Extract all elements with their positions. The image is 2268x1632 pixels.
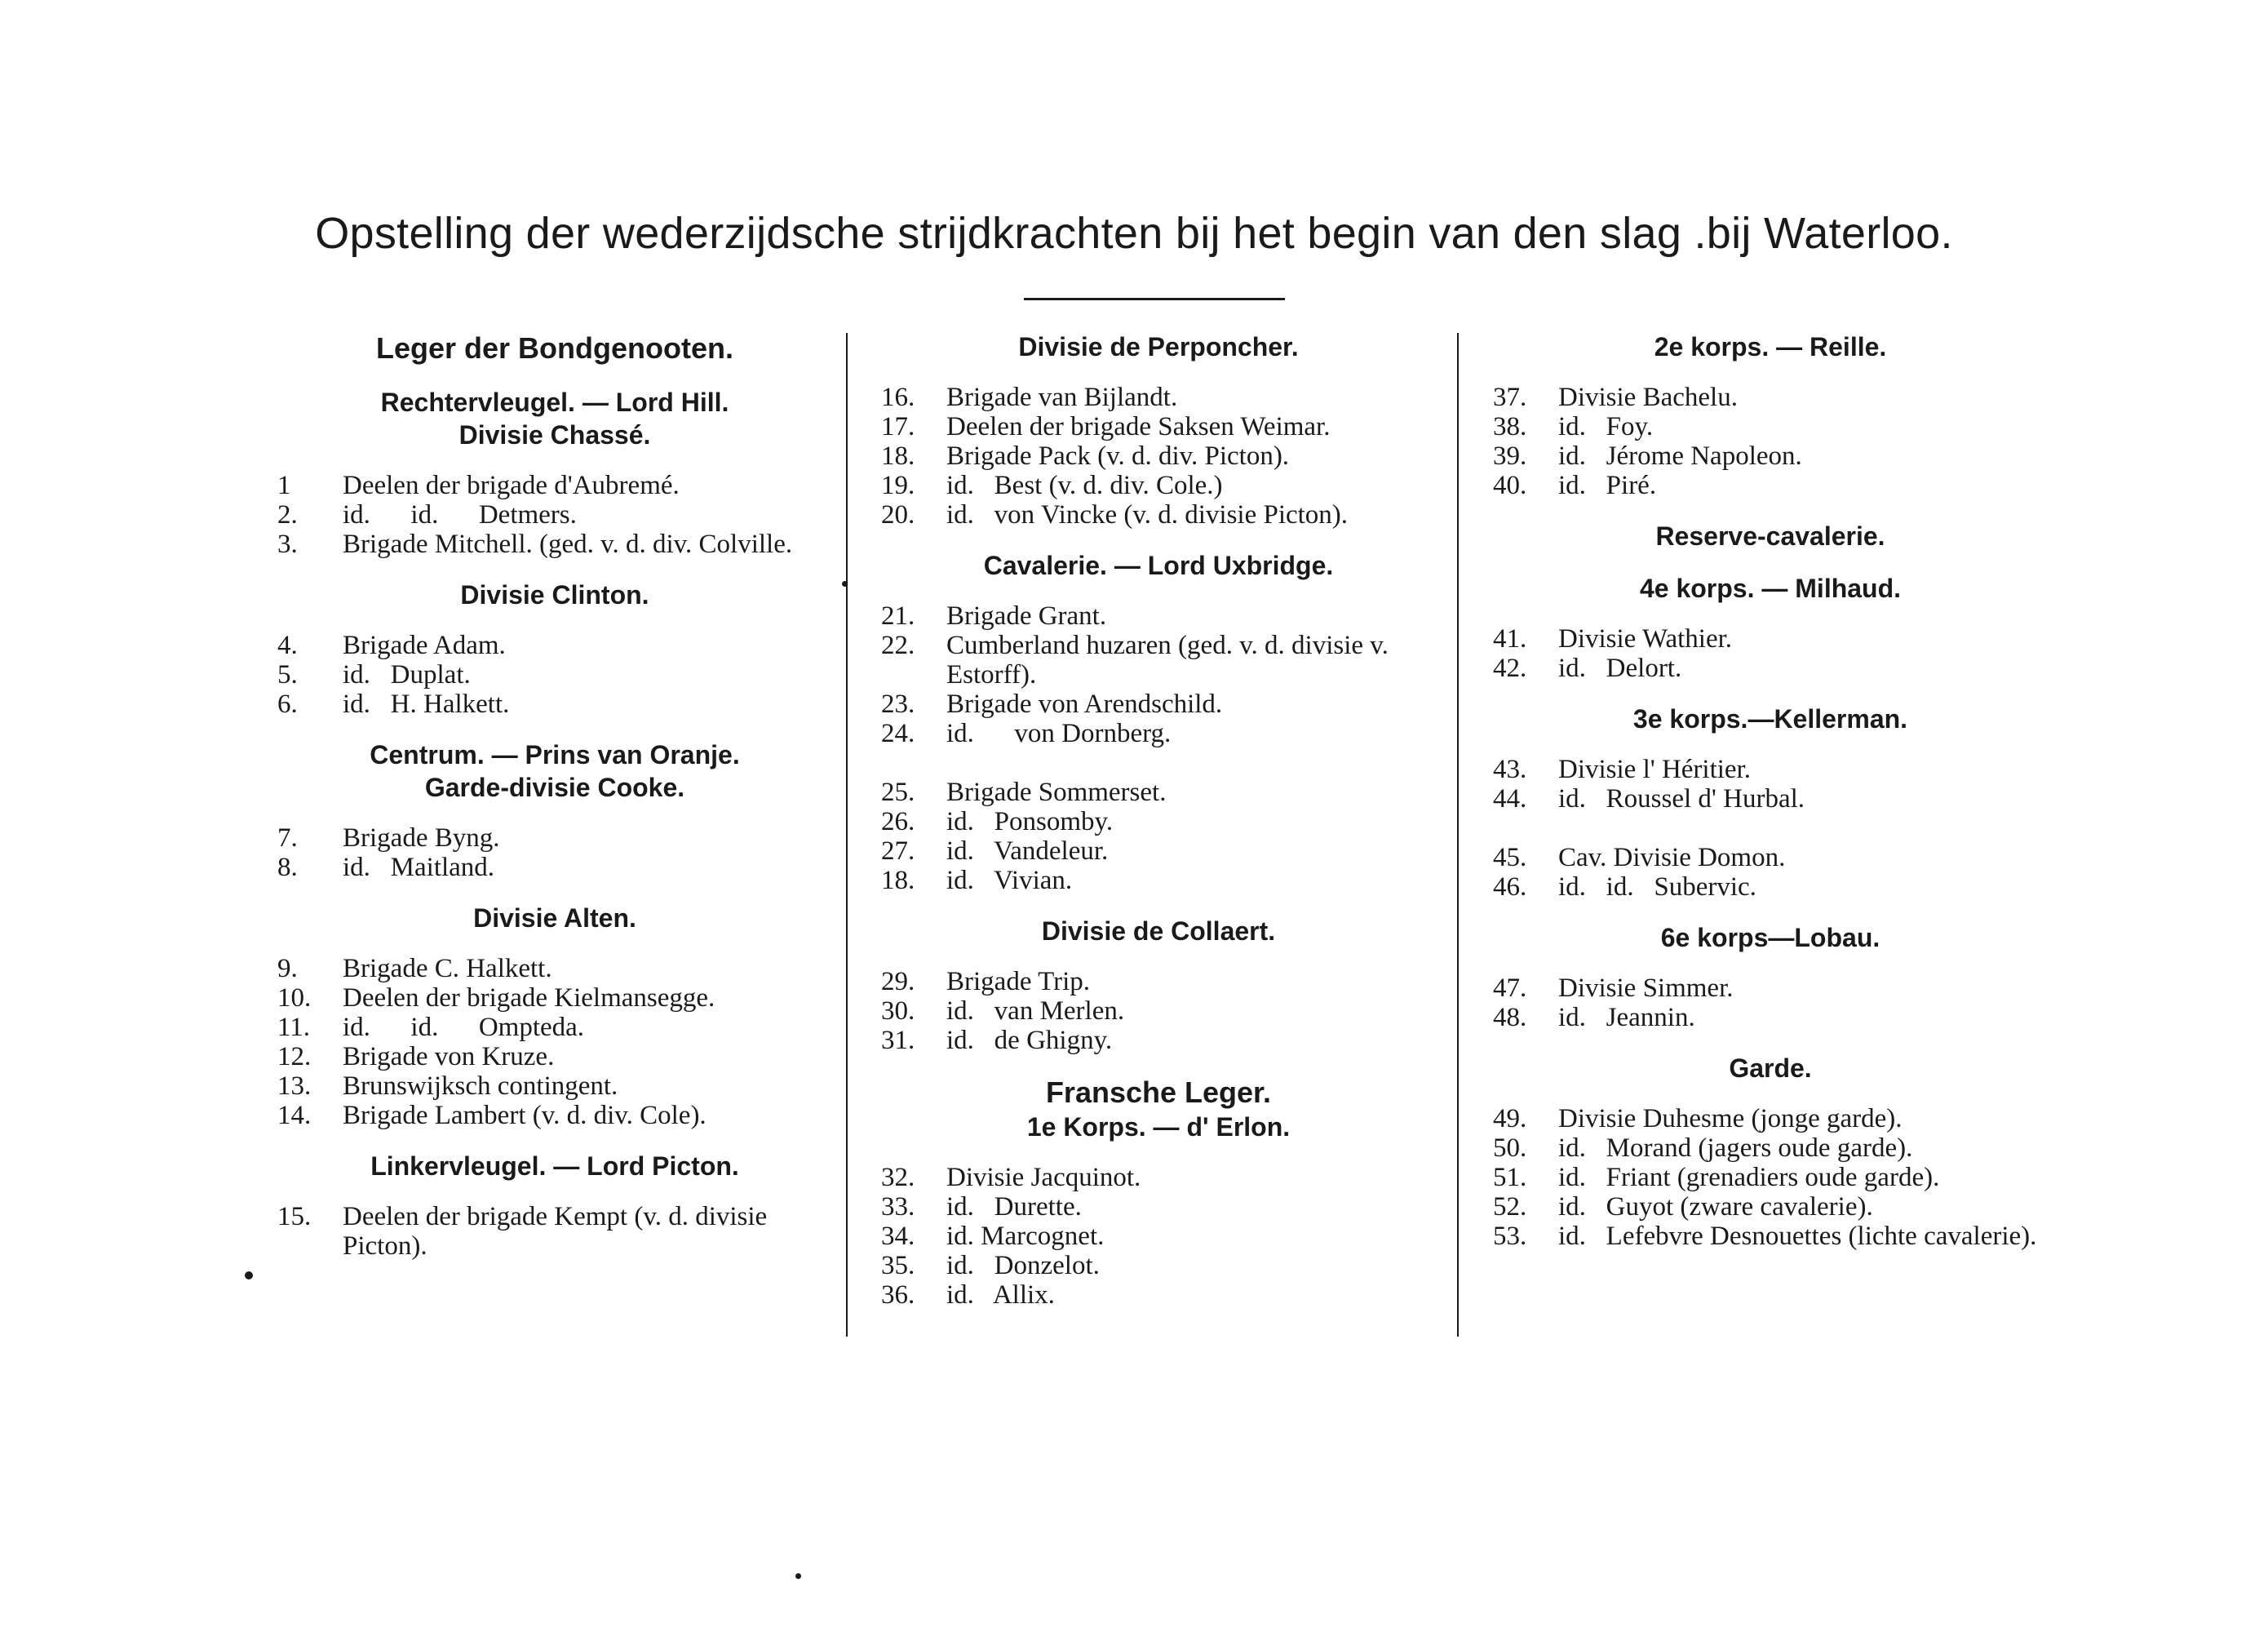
item-text: id. de Ghigny. [946,1026,1113,1055]
list-item [881,996,1436,1026]
heading-divisie-chasse: Divisie Chassé. [458,420,651,450]
item-number: 5. [277,660,298,690]
item-text: id. Friant (grenadiers oude garde). [1558,1163,1940,1192]
heading-4e-korps: 4e korps. — Milhaud. [1639,574,1902,603]
item-number: 46. [1493,872,1527,902]
item-number: 47. [1493,973,1527,1003]
list-item [1493,973,2048,1003]
item-number: 19. [881,471,915,500]
item-number: 10. [277,983,312,1013]
item-text: id. id. Subervic. [1558,872,1756,902]
list-item [1493,1133,2048,1163]
item-text: Divisie l' Héritier. [1558,755,1751,784]
list-item [277,1013,832,1042]
title-rule [1024,298,1285,300]
list-item [881,967,1436,996]
item-number: 18. [881,441,915,471]
list-item [881,1280,1436,1310]
item-number: 32. [881,1163,915,1192]
item-text: id. Duplat. [343,660,471,690]
list-item [1493,843,2048,872]
item-number: 16. [881,383,915,412]
list-item [881,1222,1436,1251]
item-number: 49. [1493,1104,1527,1133]
item-number: 44. [1493,784,1527,814]
list-item [881,1163,1436,1192]
list-item [881,719,1436,748]
item-number: 52. [1493,1192,1527,1222]
list-item [881,383,1436,412]
list-item [277,690,832,719]
item-text: Brigade von Kruze. [343,1042,555,1071]
item-text: Divisie Duhesme (jonge garde). [1558,1104,1903,1133]
item-number: 14. [277,1101,312,1130]
item-text: id. Jeannin. [1558,1003,1695,1032]
heading-allied-army: Leger der Bondgenooten. [375,331,733,365]
item-text: id. id. Ompteda. [343,1013,585,1042]
item-text: id. Allix. [946,1280,1055,1310]
list-6e-korps [1493,973,2048,1032]
list-garde [1493,1104,2048,1251]
item-number: 48. [1493,1003,1527,1032]
list-item [277,1042,832,1071]
list-item [881,836,1436,866]
item-number: 22. [881,631,915,660]
column-french-army [1493,330,2048,1251]
list-item [277,631,832,660]
item-number: 40. [1493,471,1527,500]
item-number: 37. [1493,383,1527,412]
item-number: 8. [277,853,298,882]
item-text: id. H. Halkett. [343,690,510,719]
item-text: id. van Merlen. [946,996,1125,1026]
heading-garde-divisie: Garde-divisie Cooke. [424,773,685,802]
item-text: id. Delort. [1558,654,1682,683]
item-number: 27. [881,836,915,866]
item-text: id. Lefebvre Desnouettes (lichte cavalerie). [1558,1222,2037,1251]
item-number: 51. [1493,1163,1527,1192]
list-3e-korps-cavalry [1493,843,2048,902]
item-number: 25. [881,778,915,807]
list-item [1493,624,2048,654]
item-number: 4. [277,631,298,660]
list-item [881,1251,1436,1280]
item-text: Divisie Wathier. [1558,624,1733,654]
item-text: id. Piré. [1558,471,1657,500]
list-item [277,983,832,1013]
list-garde-cooke [277,823,832,882]
item-text: id. Maitland. [343,853,495,882]
item-number: 53. [1493,1222,1527,1251]
list-item [881,1192,1436,1222]
heading-divisie-perponcher: Divisie de Perponcher. [1018,332,1299,361]
item-number: 15. [277,1202,312,1231]
item-text: id. Foy. [1558,412,1654,441]
heading-divisie-clinton: Divisie Clinton. [460,580,649,610]
list-item [1493,1003,2048,1032]
list-item [1493,1163,2048,1192]
item-number: 43. [1493,755,1527,784]
print-speck [795,1573,801,1579]
item-number: 33. [881,1192,915,1222]
list-chasse [277,471,832,559]
item-text: Divisie Simmer. [1558,973,1734,1003]
list-item [881,1026,1436,1055]
page-title: Opstelling der wederzijdsche strijdkrachten bij het begin van den slag .bij Waterloo. [315,209,1953,258]
heading-right-wing: Rechtervleugel. — Lord Hill. [380,388,729,417]
column-divider-2 [1457,333,1459,1337]
item-number: 12. [277,1042,312,1071]
heading-1e-korps: 1e Korps. — d' Erlon. [1026,1112,1291,1142]
list-item [1493,755,2048,784]
item-number: 7. [277,823,298,853]
heading-divisie-collaert: Divisie de Collaert. [1041,916,1276,946]
list-cavalerie [881,601,1436,748]
item-text: id. Jérome Napoleon. [1558,441,1802,471]
item-text: Deelen der brigade d'Aubremé. [343,471,680,500]
item-text: id. id. Detmers. [343,500,577,530]
item-text: Deelen der brigade Kielmansegge. [343,983,715,1013]
list-cavalerie-2 [881,778,1436,895]
list-item [1493,441,2048,471]
item-text: Brigade Grant. [946,601,1107,631]
item-number: 31. [881,1026,915,1055]
item-text: Cav. Divisie Domon. [1558,843,1786,872]
item-number: 50. [1493,1133,1527,1163]
item-text: id. Donzelot. [946,1251,1100,1280]
item-number: 18. [881,866,915,895]
item-text: Brigade von Arendschild. [946,690,1223,719]
heading-cavalerie: Cavalerie. — Lord Uxbridge. [983,551,1334,580]
item-text: id. von Vincke (v. d. divisie Picton). [946,500,1349,530]
item-text: Divisie Bachelu. [1558,383,1738,412]
print-speck [842,581,848,587]
heading-left-wing: Linkervleugel. — Lord Picton. [370,1151,739,1181]
list-item [1493,383,2048,412]
list-item [1493,471,2048,500]
heading-6e-korps: 6e korps—Lobau. [1660,923,1880,952]
list-item [881,441,1436,471]
item-text: Brigade Trip. [946,967,1091,996]
list-perponcher [881,383,1436,530]
item-text: Brigade Byng. [343,823,500,853]
item-text: Brigade Mitchell. (ged. v. d. div. Colville. [343,530,793,559]
list-item [881,500,1436,530]
item-text: Brigade Sommerset. [946,778,1167,807]
list-item [277,471,832,500]
item-number: 39. [1493,441,1527,471]
list-item [881,601,1436,631]
item-text: id. Durette. [946,1192,1082,1222]
column-divider-1 [846,333,848,1337]
list-item [277,853,832,882]
list-item [881,471,1436,500]
list-item [277,823,832,853]
item-number: 17. [881,412,915,441]
heading-fransche-leger: Fransche Leger. [1045,1075,1272,1109]
item-text: Brigade van Bijlandt. [946,383,1178,412]
column-middle [881,330,1436,1310]
list-item [277,1071,832,1101]
item-number: 26. [881,807,915,836]
item-number: 23. [881,690,915,719]
list-left-wing [277,1202,832,1261]
item-text: Brigade Pack (v. d. div. Picton). [946,441,1290,471]
list-item [1493,1192,2048,1222]
heading-centrum: Centrum. — Prins van Oranje. [370,740,740,769]
item-number: 13. [277,1071,312,1101]
list-item [881,807,1436,836]
list-item [277,1202,832,1261]
item-number: 29. [881,967,915,996]
list-4e-korps [1493,624,2048,683]
list-item [881,631,1436,690]
item-number: 41. [1493,624,1527,654]
item-text: Divisie Jacquinot. [946,1163,1141,1192]
item-text: id. Ponsomby. [946,807,1114,836]
item-number: 45. [1493,843,1527,872]
item-text: Brunswijksch contingent. [343,1071,618,1101]
item-text: Deelen der brigade Kempt (v. d. divisie Picton). [343,1202,774,1261]
item-text: Deelen der brigade Saksen Weimar. [946,412,1331,441]
item-number: 3. [277,530,298,559]
list-item [1493,1104,2048,1133]
list-item [881,690,1436,719]
item-number: 11. [277,1013,311,1042]
list-alten [277,954,832,1130]
item-number: 30. [881,996,915,1026]
item-text: id. Roussel d' Hurbal. [1558,784,1805,814]
item-number: 35. [881,1251,915,1280]
print-speck [245,1271,253,1279]
list-item [277,500,832,530]
list-2e-korps [1493,383,2048,500]
item-text: Cumberland huzaren (ged. v. d. divisie v. Estorff). [946,631,1396,690]
list-item [1493,784,2048,814]
item-number: 9. [277,954,298,983]
item-number: 42. [1493,654,1527,683]
list-item [1493,1222,2048,1251]
item-number: 36. [881,1280,915,1310]
heading-reserve-cavalerie: Reserve-cavalerie. [1655,521,1885,551]
item-text: Brigade C. Halkett. [343,954,552,983]
list-item [277,954,832,983]
list-item [277,530,832,559]
list-item [1493,872,2048,902]
item-text: id. Marcognet. [946,1222,1105,1251]
item-number: 34. [881,1222,915,1251]
item-number: 6. [277,690,298,719]
item-text: id. Best (v. d. div. Cole.) [946,471,1223,500]
item-text: Brigade Adam. [343,631,506,660]
list-3e-korps [1493,755,2048,814]
item-number: 2. [277,500,298,530]
item-text: Brigade Lambert (v. d. div. Cole). [343,1101,707,1130]
heading-3e-korps: 3e korps.—Kellerman. [1632,704,1908,734]
heading-2e-korps: 2e korps. — Reille. [1654,332,1887,361]
item-text: id. Guyot (zware cavalerie). [1558,1192,1873,1222]
list-1e-korps [881,1163,1436,1310]
item-number: 21. [881,601,915,631]
item-number: 1 [277,471,291,500]
heading-garde: Garde. [1729,1053,1812,1083]
heading-divisie-alten: Divisie Alten. [473,903,636,933]
item-number: 38. [1493,412,1527,441]
item-text: id. Vandeleur. [946,836,1109,866]
item-text: id. von Dornberg. [946,719,1172,748]
list-clinton [277,631,832,719]
item-text: id. Morand (jagers oude garde). [1558,1133,1913,1163]
list-item [1493,412,2048,441]
list-item [881,778,1436,807]
list-item [277,1101,832,1130]
item-text: id. Vivian. [946,866,1073,895]
column-allied-army [277,330,832,1261]
list-item [1493,654,2048,683]
item-number: 24. [881,719,915,748]
list-collaert [881,967,1436,1055]
list-item [881,412,1436,441]
item-number: 20. [881,500,915,530]
list-item [881,866,1436,895]
list-item [277,660,832,690]
